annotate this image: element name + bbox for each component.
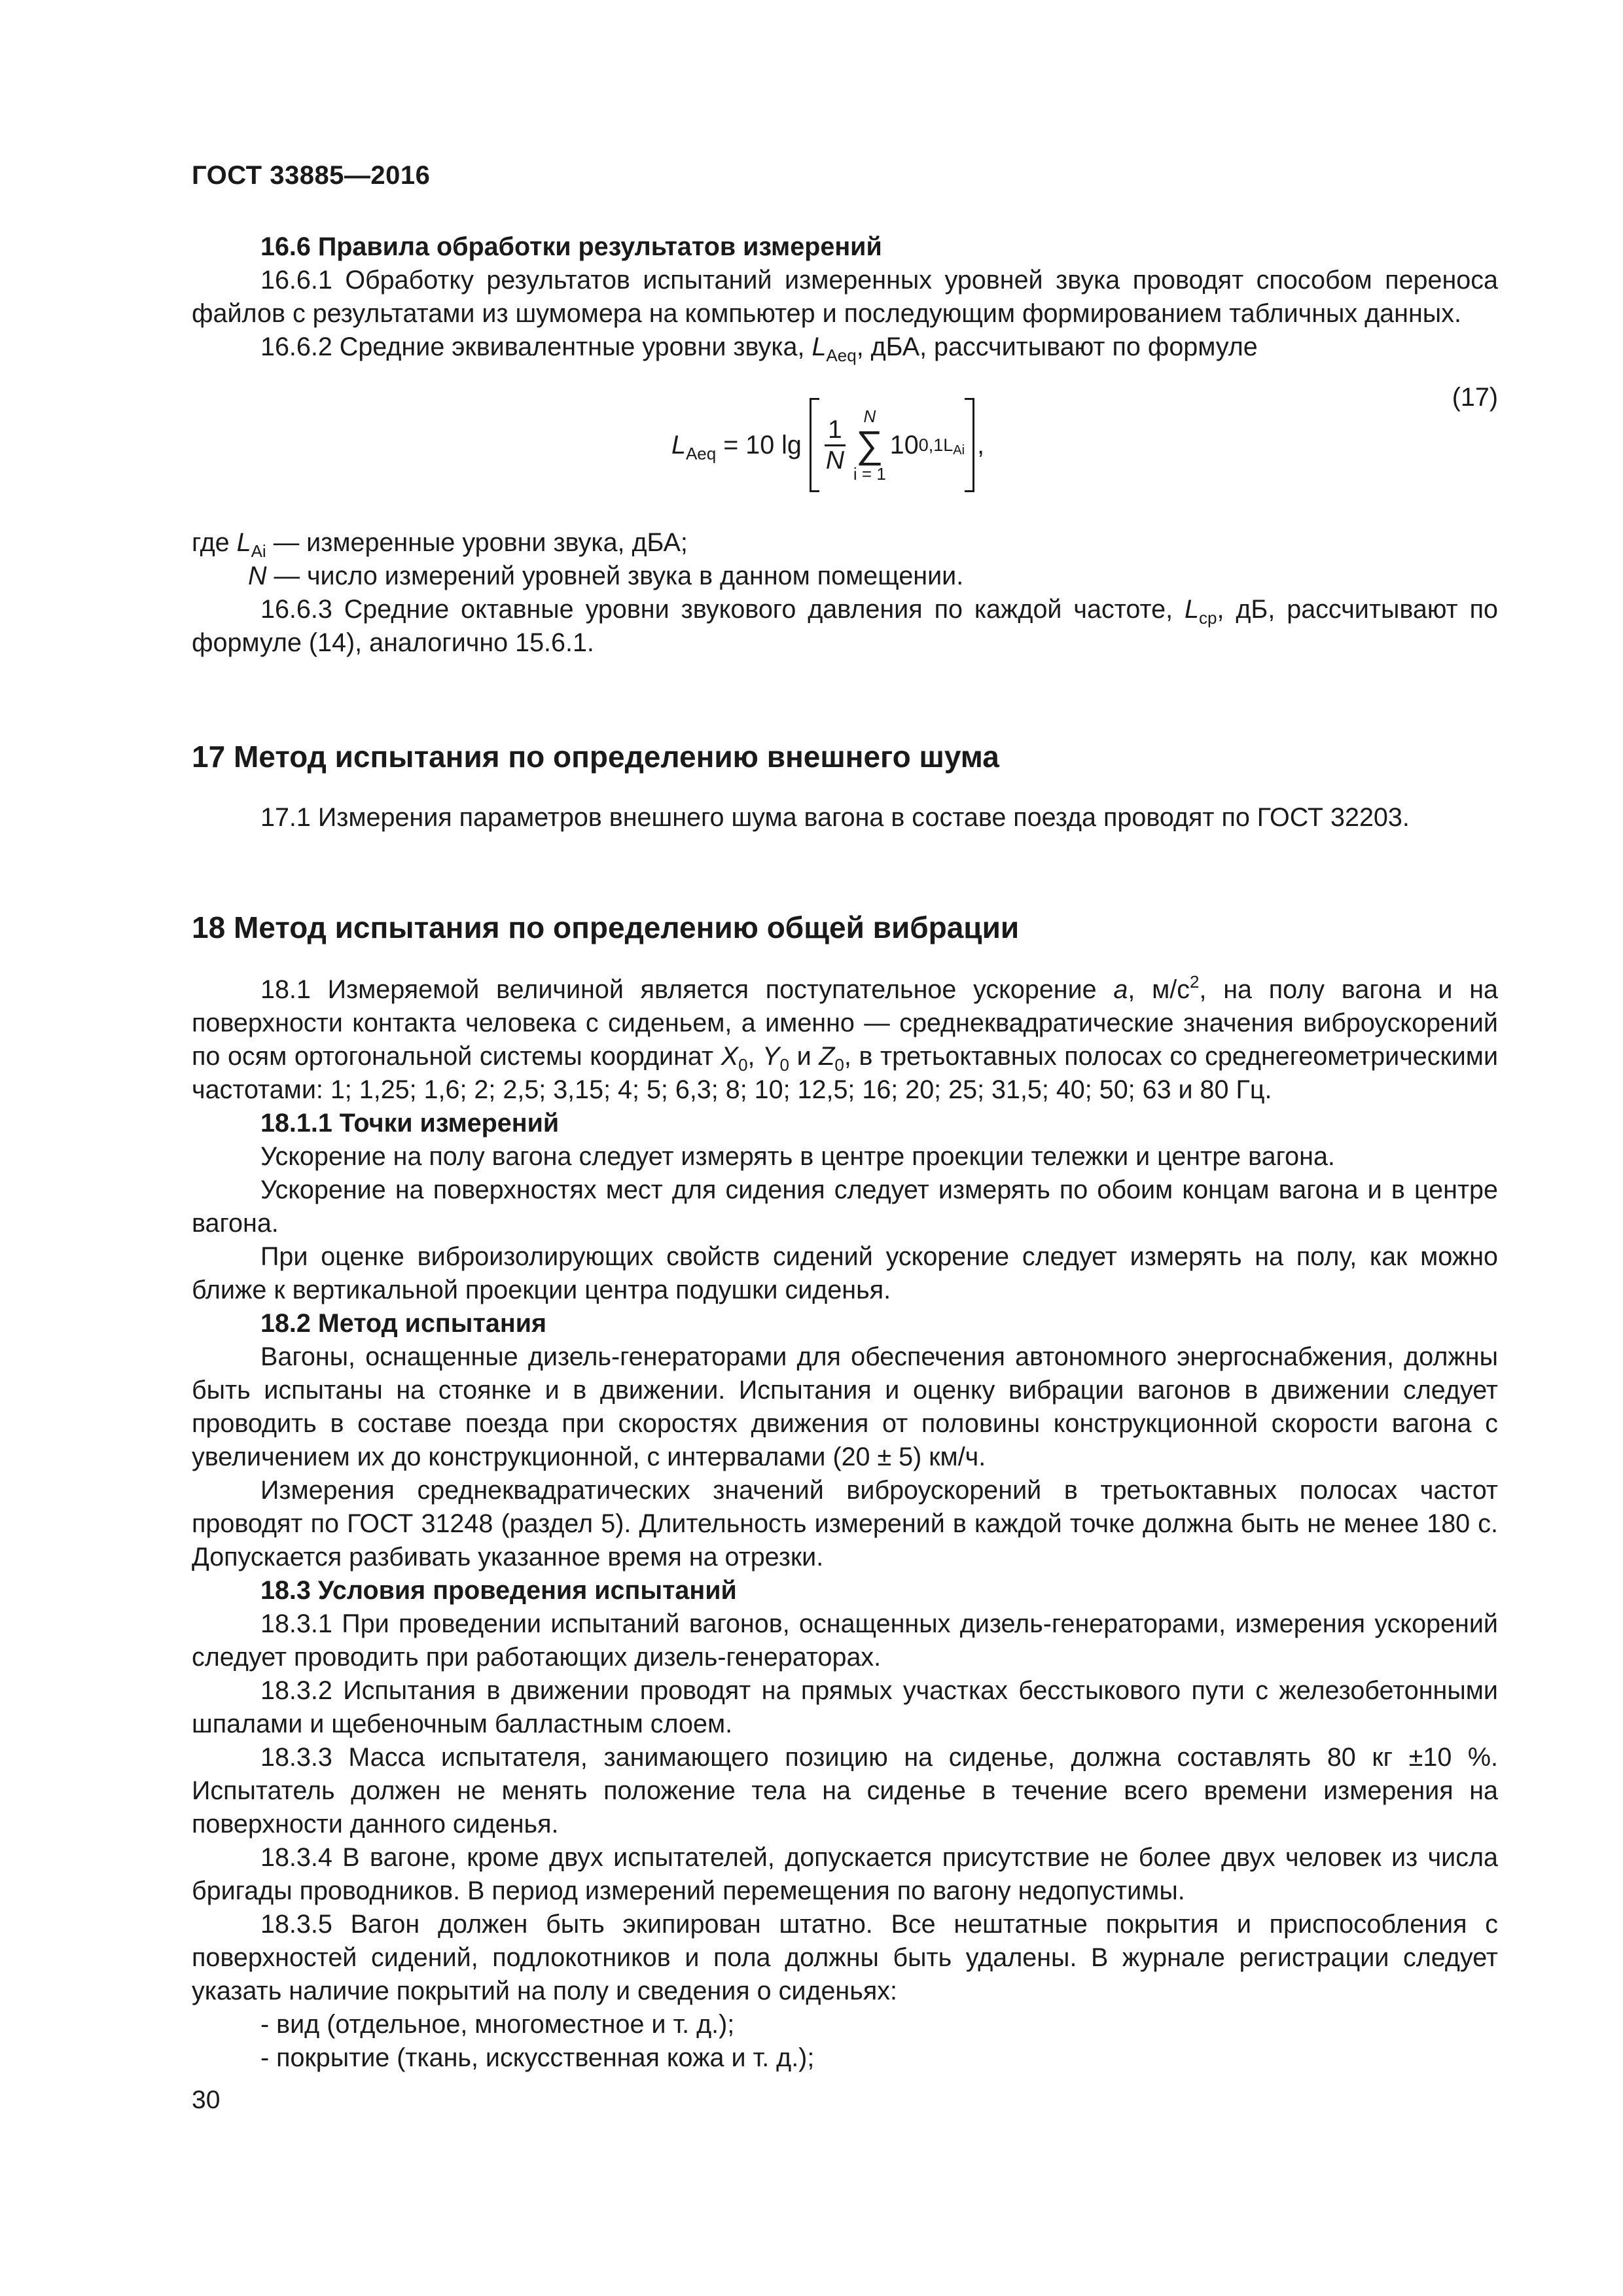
list-item: - вид (отдельное, многоместное и т. д.); [260,2010,735,2039]
left-bracket [810,398,819,492]
paragraph-18-1: 18.1 Измеряемой величиной является поступательное ускорение a, $м/с^2$, на полу вагона и на поверхности контакта человека с сиденьем, а именно — среднеквадратические значения виброускорений по осям ортогональной системы координат $X_0$, $Y_0$ и $Z_0$, в третьоктавных полосах со среднегеометрическими частотами: 1; 1,25; 1,6; 2; 2,5; 3,15; 4; 5; 6,3; 8; 10; 12,5; 16; 20; 25; 31,5; 40; 50; 63 и 80 Гц. [192,972,1499,1104]
list-item: - покрытие (ткань, искусственная кожа и т. д.); [260,2043,815,2072]
paragraph-18-3-3: 18.3.3 Масса испытателя, занимающего позицию на сиденье, должна составлять 80 кг ±10 %. Испытатель должен не менять положение тела на сиденье в течение всего времени измерения на поверхности данного сиденья. [192,1743,1498,1839]
paragraph-16-6-1: 16.6.1 Обработку результатов испытаний измеренных уровней звука проводят способом переноса файлов с результатами из шумомера на компьютер и последующим формированием табличных данных. [192,266,1498,328]
paragraph-18-3-5: 18.3.5 Вагон должен быть экипирован штатно. Все нештатные покрытия и приспособления с поверхностей сидений, подлокотников и пола должны быть удалены. В журнале регистрации следует указать наличие покрытий на полу и сведения о сиденьях: [192,1910,1498,2005]
right-bracket [965,398,974,492]
paragraph-18-3-1: 18.3.1 При проведении испытаний вагонов, оснащенных дизель-генераторами, измерения ускорений следует проводить при работающих дизель-генераторах. [192,1609,1498,1672]
where-definition-l: где $L_{Ai}$ — измеренные уровни звука, дБА; [192,528,688,561]
section-18-2-title: 18.2 Метод испытания [260,1309,547,1338]
paragraph-18-2-b: Измерения среднеквадратических значений виброускорений в третьоктавных полосах частот проводят по ГОСТ 31248 (раздел 5). Длительность измерений в каждой точке должна быть не менее 180 с. Допускается разбивать указанное время на отрезки. [192,1476,1498,1571]
formula-17 [192,376,1498,499]
paragraph-18-1-1-c: При оценке виброизолирующих свойств сидений ускорение следует измерять на полу, как можно ближе к вертикальной проекции центра подушки сиденья. [192,1242,1498,1304]
paragraph-18-1-1-a: Ускорение на полу вагона следует измерять в центре проекции тележки и центре вагона. [260,1142,1335,1171]
document-code-header: ГОСТ 33885—2016 [192,161,431,190]
paragraph-18-3-2: 18.3.2 Испытания в движении проводят на прямых участках бесстыкового пути с железобетонными шпалами и щебеночным балластным слоем. [192,1676,1498,1738]
formula-fraction: $\frac{1}{N}$ [825,415,844,475]
page-number: 30 [192,2086,221,2114]
section-18-title: 18 Метод испытания по определению общей вибрации [192,910,1020,944]
section-18-3-title: 18.3 Условия проведения испытаний [260,1576,737,1605]
section-18-1-1-title: 18.1.1 Точки измерений [260,1109,560,1138]
document-body [192,230,1498,2075]
where-definition-n: N — число измерений уровней звука в данном помещении. [248,562,964,590]
paragraph-17-1: 17.1 Измерения параметров внешнего шума вагона в составе поезда проводят по ГОСТ 32203. [260,803,1410,832]
formula-exponent: $0,1L_{Ai}$ [918,435,965,457]
paragraph-18-2-a: Вагоны, оснащенные дизель-генераторами для обеспечения автономного энергоснабжения, должны быть испытаны на стоянке и в движении. Испытания и оценку вибрации вагонов в движении следует проводить в составе поезда при скоростях движения от половины конструкционной скорости вагона с увеличением их до конструкционной, с интервалами (20 ± 5) км/ч. [192,1342,1498,1471]
paragraph-18-1-1-b: Ускорение на поверхностях мест для сидения следует измерять по обоим концам вагона и в центре вагона. [192,1175,1498,1238]
section-17-title: 17 Метод испытания по определению внешнего шума [192,740,999,774]
section-16-6-title: 16.6 Правила обработки результатов измерений [260,232,882,261]
formula-expression: $L_{Aeq}$ = 10 lg $\frac{1}{N}$ N ∑ i = 1 10 $0,1L_{Ai}$ , [671,398,984,492]
summation-sign: N ∑ i = 1 [853,406,886,484]
paragraph-16-6-3: 16.6.3 Средние октавные уровни звукового давления по каждой частоте, $L_{ср}$, дБ, рассчитывают по формуле (14), аналогично 15.6.1. [192,595,1498,657]
paragraph-16-6-2: 16.6.2 Средние эквивалентные уровни звука, $L_{Aeq}$, дБА, рассчитывают по формуле [260,332,1258,365]
paragraph-18-3-4: 18.3.4 В вагоне, кроме двух испытателей, допускается присутствие не более двух человек из числа бригады проводников. В период измерений перемещения по вагону недопустимы. [192,1843,1498,1905]
formula-number: (17) [1452,383,1498,412]
